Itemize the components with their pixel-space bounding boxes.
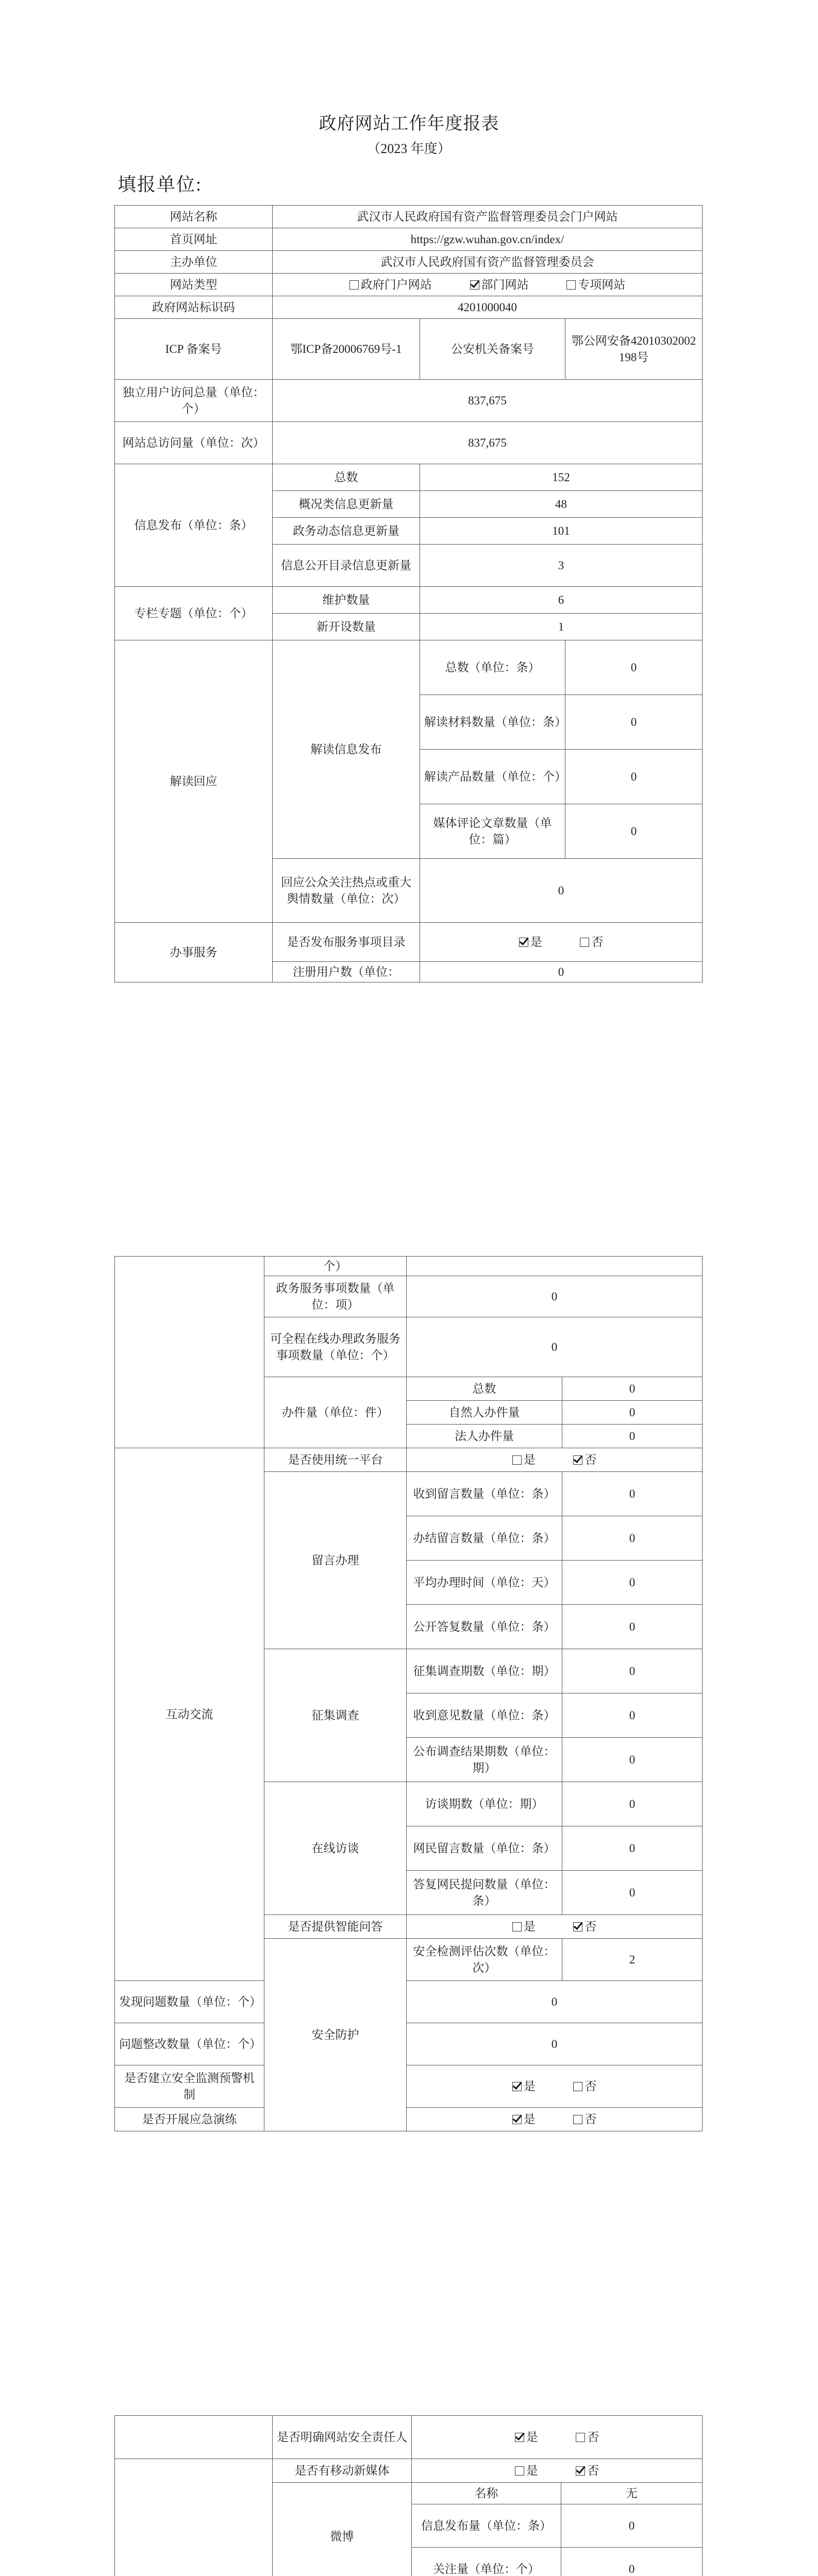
site-name-label: 网站名称 bbox=[115, 206, 273, 228]
service-label: 办事服务 bbox=[115, 923, 273, 982]
police-label: 公安机关备案号 bbox=[420, 319, 565, 380]
msg-time-label: 平均办理时间（单位：天） bbox=[407, 1561, 562, 1605]
security-owner-options bbox=[412, 2416, 703, 2459]
host-label: 主办单位 bbox=[115, 251, 273, 274]
talk-count-label: 访谈期数（单位：期） bbox=[407, 1782, 562, 1826]
weibo-followers-label: 关注量（单位：个） bbox=[412, 2548, 561, 2576]
survey-result-value: 0 bbox=[562, 1738, 703, 1782]
interpret-total-value: 0 bbox=[565, 640, 703, 695]
security-eval-value: 2 bbox=[562, 1939, 703, 1981]
msg-public-label: 公开答复数量（单位：条） bbox=[407, 1605, 562, 1649]
interpret-media-label: 媒体评论文章数量（单位：篇） bbox=[420, 804, 565, 859]
service-items-label: 政务服务事项数量（单位：项） bbox=[264, 1276, 407, 1317]
security-monitor-label: 是否建立安全监测预警机制 bbox=[115, 2065, 264, 2108]
interpret-product-value: 0 bbox=[565, 750, 703, 804]
talk-msg-label: 网民留言数量（单位：条） bbox=[407, 1826, 562, 1871]
survey-count-value: 0 bbox=[562, 1649, 703, 1693]
option-no: 否 bbox=[585, 1920, 597, 1933]
msg-time-value: 0 bbox=[562, 1561, 703, 1605]
service-online-value: 0 bbox=[407, 1317, 703, 1377]
site-name-value: 武汉市人民政府国有资产监督管理委员会门户网站 bbox=[273, 206, 703, 228]
users-value: 0 bbox=[420, 962, 703, 982]
volume-person-value: 0 bbox=[562, 1401, 703, 1425]
security-monitor-options bbox=[407, 2065, 703, 2108]
police-value: 鄂公网安备42010302002198号 bbox=[565, 319, 703, 380]
users-label-cont: 个） bbox=[264, 1257, 407, 1276]
service-items-value: 0 bbox=[407, 1276, 703, 1317]
checkbox-service-no[interactable] bbox=[580, 938, 589, 947]
mobile-has-options bbox=[412, 2459, 703, 2483]
page-title: 政府网站工作年度报表 bbox=[319, 114, 499, 133]
weibo-label: 微博 bbox=[273, 2483, 412, 2576]
option-portal: 政府门户网站 bbox=[360, 278, 432, 291]
checkbox-monitor-no[interactable] bbox=[573, 2082, 582, 2091]
uv-value: 837,675 bbox=[273, 380, 703, 422]
platform-options bbox=[407, 1448, 703, 1472]
survey-opinions-label: 收到意见数量（单位：条） bbox=[407, 1693, 562, 1738]
option-yes: 是 bbox=[530, 935, 542, 948]
survey-label: 征集调查 bbox=[264, 1649, 407, 1782]
option-yes: 是 bbox=[523, 2112, 536, 2126]
option-yes: 是 bbox=[523, 1453, 536, 1466]
msg-public-value: 0 bbox=[562, 1605, 703, 1649]
service-label-cont bbox=[115, 1257, 264, 1448]
volume-total-value: 0 bbox=[562, 1377, 703, 1401]
report-year: （2023 年度） bbox=[367, 141, 451, 156]
users-label: 注册用户数（单位： bbox=[273, 962, 420, 982]
option-department: 部门网站 bbox=[481, 278, 529, 291]
platform-label: 是否使用统一平台 bbox=[264, 1448, 407, 1472]
interpret-media-value: 0 bbox=[565, 804, 703, 859]
security-issues-value: 0 bbox=[407, 1981, 703, 2023]
interact-label: 互动交流 bbox=[115, 1448, 264, 1981]
msg-done-value: 0 bbox=[562, 1516, 703, 1561]
topics-new-label: 新开设数量 bbox=[273, 614, 420, 640]
report-table-part1 bbox=[114, 205, 703, 982]
pv-label: 网站总访问量（单位：次） bbox=[115, 422, 273, 464]
talk-answer-value: 0 bbox=[562, 1871, 703, 1915]
info-news-value: 101 bbox=[420, 518, 703, 545]
volume-label: 办件量（单位：件） bbox=[264, 1377, 407, 1448]
checkbox-mobile-no[interactable] bbox=[576, 2466, 585, 2476]
mobile-label bbox=[115, 2459, 273, 2576]
site-id-value: 4201000040 bbox=[273, 296, 703, 319]
weibo-name-value: 无 bbox=[561, 2483, 703, 2504]
service-publish-label: 是否发布服务事项目录 bbox=[273, 923, 420, 962]
checkbox-owner-yes[interactable] bbox=[515, 2433, 524, 2442]
volume-person-label: 自然人办件量 bbox=[407, 1401, 562, 1425]
icp-label: ICP 备案号 bbox=[115, 319, 273, 380]
interpret-product-label: 解读产品数量（单位：个） bbox=[420, 750, 565, 804]
checkbox-platform-no[interactable] bbox=[573, 1455, 582, 1465]
volume-total-label: 总数 bbox=[407, 1377, 562, 1401]
info-overview-label: 概况类信息更新量 bbox=[273, 491, 420, 518]
checkbox-monitor-yes[interactable] bbox=[512, 2082, 522, 2091]
option-no: 否 bbox=[585, 2112, 597, 2126]
interpret-total-label: 总数（单位：条） bbox=[420, 640, 565, 695]
uv-label: 独立用户访问总量（单位：个） bbox=[115, 380, 273, 422]
interpret-response-label: 回应公众关注热点或重大舆情数量（单位：次） bbox=[273, 859, 420, 923]
topics-label: 专栏专题（单位：个） bbox=[115, 587, 273, 640]
survey-count-label: 征集调查期数（单位：期） bbox=[407, 1649, 562, 1693]
interpret-response-value: 0 bbox=[420, 859, 703, 923]
weibo-posts-label: 信息发布量（单位：条） bbox=[412, 2504, 561, 2548]
weibo-posts-value: 0 bbox=[561, 2504, 703, 2548]
security-issues-label: 发现问题数量（单位：个） bbox=[115, 1981, 264, 2023]
report-table-part3 bbox=[114, 2415, 703, 2576]
info-disclosure-label: 信息公开目录信息更新量 bbox=[273, 545, 420, 587]
option-no: 否 bbox=[587, 2430, 599, 2444]
security-fixed-value: 0 bbox=[407, 2023, 703, 2065]
security-drill-label: 是否开展应急演练 bbox=[115, 2108, 264, 2131]
info-news-label: 政务动态信息更新量 bbox=[273, 518, 420, 545]
security-drill-options bbox=[407, 2108, 703, 2131]
security-fixed-label: 问题整改数量（单位：个） bbox=[115, 2023, 264, 2065]
site-type-options bbox=[273, 274, 703, 296]
interpret-material-value: 0 bbox=[565, 695, 703, 750]
option-yes: 是 bbox=[526, 2430, 538, 2444]
option-no: 否 bbox=[587, 2464, 599, 2477]
info-disclosure-value: 3 bbox=[420, 545, 703, 587]
security-label-cont bbox=[115, 2416, 273, 2459]
msg-received-label: 收到留言数量（单位：条） bbox=[407, 1472, 562, 1516]
weibo-name-label: 名称 bbox=[412, 2483, 561, 2504]
smart-qa-label: 是否提供智能问答 bbox=[264, 1915, 407, 1939]
topics-maintain-value: 6 bbox=[420, 587, 703, 614]
site-id-label: 政府网站标识码 bbox=[115, 296, 273, 319]
users-value-cont bbox=[407, 1257, 703, 1276]
pv-value: 837,675 bbox=[273, 422, 703, 464]
option-no: 否 bbox=[585, 1453, 597, 1466]
security-label: 安全防护 bbox=[264, 1939, 407, 2131]
checkbox-portal[interactable] bbox=[349, 280, 359, 290]
option-yes: 是 bbox=[523, 2079, 536, 2093]
checkbox-smart-yes[interactable] bbox=[512, 1922, 522, 1931]
option-no: 否 bbox=[591, 935, 604, 948]
msg-received-value: 0 bbox=[562, 1472, 703, 1516]
msg-done-label: 办结留言数量（单位：条） bbox=[407, 1516, 562, 1561]
option-special: 专项网站 bbox=[578, 278, 626, 291]
topics-maintain-label: 维护数量 bbox=[273, 587, 420, 614]
mobile-has-label: 是否有移动新媒体 bbox=[273, 2459, 412, 2483]
smart-qa-options bbox=[407, 1915, 703, 1939]
service-publish-options bbox=[420, 923, 703, 962]
info-overview-value: 48 bbox=[420, 491, 703, 518]
security-owner-label: 是否明确网站安全责任人 bbox=[273, 2416, 412, 2459]
interpret-label: 解读回应 bbox=[115, 640, 273, 923]
talk-count-value: 0 bbox=[562, 1782, 703, 1826]
checkbox-mobile-yes[interactable] bbox=[515, 2466, 524, 2476]
info-label: 信息发布（单位：条） bbox=[115, 464, 273, 587]
report-table-part2 bbox=[114, 1256, 703, 2131]
checkbox-platform-yes[interactable] bbox=[512, 1455, 522, 1465]
checkbox-smart-no[interactable] bbox=[573, 1922, 582, 1931]
info-total-label: 总数 bbox=[273, 464, 420, 491]
volume-legal-value: 0 bbox=[562, 1425, 703, 1448]
option-yes: 是 bbox=[526, 2464, 538, 2477]
checkbox-owner-no[interactable] bbox=[576, 2433, 585, 2442]
checkbox-department[interactable] bbox=[470, 280, 479, 290]
site-type-label: 网站类型 bbox=[115, 274, 273, 296]
msg-label: 留言办理 bbox=[264, 1472, 407, 1649]
security-eval-label: 安全检测评估次数（单位：次） bbox=[407, 1939, 562, 1981]
service-online-label: 可全程在线办理政务服务事项数量（单位：个） bbox=[264, 1317, 407, 1377]
volume-legal-label: 法人办件量 bbox=[407, 1425, 562, 1448]
home-url-value[interactable]: https://gzw.wuhan.gov.cn/index/ bbox=[273, 228, 703, 251]
weibo-followers-value: 0 bbox=[561, 2548, 703, 2576]
survey-opinions-value: 0 bbox=[562, 1693, 703, 1738]
interpret-sub-label: 解读信息发布 bbox=[273, 640, 420, 859]
checkbox-drill-yes[interactable] bbox=[512, 2115, 522, 2124]
checkbox-special[interactable] bbox=[566, 280, 576, 290]
checkbox-drill-no[interactable] bbox=[573, 2115, 582, 2124]
filler-label: 填报单位: bbox=[118, 174, 203, 195]
talk-answer-label: 答复网民提问数量（单位：条） bbox=[407, 1871, 562, 1915]
checkbox-service-yes[interactable] bbox=[519, 938, 528, 947]
survey-result-label: 公布调查结果期数（单位：期） bbox=[407, 1738, 562, 1782]
interpret-material-label: 解读材料数量（单位：条） bbox=[420, 695, 565, 750]
host-value: 武汉市人民政府国有资产监督管理委员会 bbox=[273, 251, 703, 274]
topics-new-value: 1 bbox=[420, 614, 703, 640]
talk-msg-value: 0 bbox=[562, 1826, 703, 1871]
info-total-value: 152 bbox=[420, 464, 703, 491]
home-url-label: 首页网址 bbox=[115, 228, 273, 251]
option-no: 否 bbox=[585, 2079, 597, 2093]
icp-value: 鄂ICP备20006769号-1 bbox=[273, 319, 420, 380]
option-yes: 是 bbox=[523, 1920, 536, 1933]
talk-label: 在线访谈 bbox=[264, 1782, 407, 1915]
